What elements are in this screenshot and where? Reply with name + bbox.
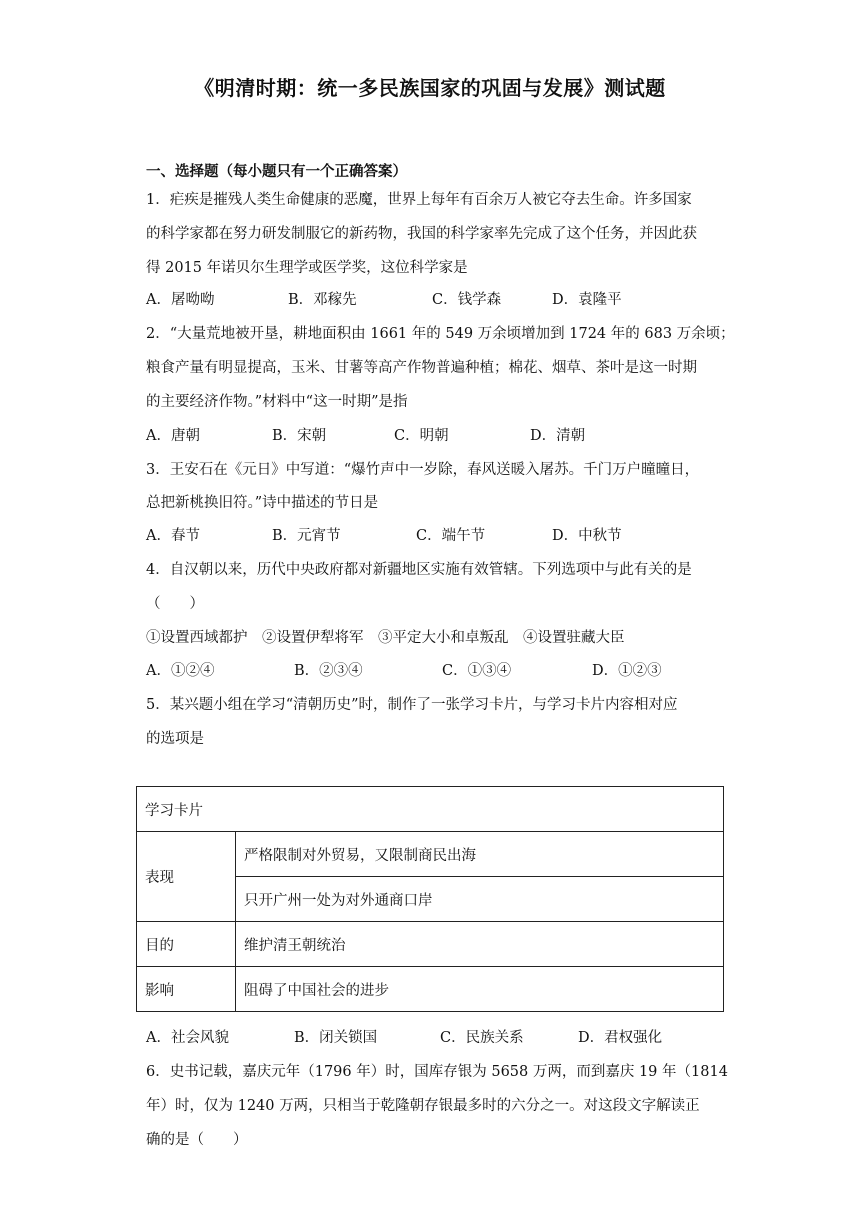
question-2-line-2: 粮食产量有明显提高，玉米、甘薯等高产作物普遍种植；棉花、烟草、茶叶是这一时期 xyxy=(146,360,697,376)
question-2-option-a: A．唐朝 xyxy=(146,428,200,444)
study-card-header: 学习卡片 xyxy=(137,787,724,832)
question-3-option-a: A．春节 xyxy=(146,528,200,544)
study-card-value: 阻碍了中国社会的进步 xyxy=(236,967,724,1012)
study-card-value: 维护清王朝统治 xyxy=(236,922,724,967)
study-card-key-impact: 影响 xyxy=(137,967,236,1012)
question-6-line-2: 年）时，仅为 1240 万两，只相当于乾隆朝存银最多时的六分之一。对这段文字解读正 xyxy=(146,1098,700,1114)
question-2-option-d: D．清朝 xyxy=(530,428,586,444)
question-5-option-d: D．君权强化 xyxy=(578,1030,663,1046)
study-card-value: 严格限制对外贸易，又限制商民出海 xyxy=(236,832,724,877)
question-4-option-b: B．②③④ xyxy=(294,663,363,679)
question-5-option-a: A．社会风貌 xyxy=(146,1030,229,1046)
question-3-line-2: 总把新桃换旧符。”诗中描述的节日是 xyxy=(146,495,379,511)
question-4-option-d: D．①②③ xyxy=(592,663,662,679)
question-2-option-c: C．明朝 xyxy=(394,428,449,444)
question-1-option-a: A．屠呦呦 xyxy=(146,292,215,308)
question-5-option-c: C．民族关系 xyxy=(440,1030,524,1046)
question-5-line-2: 的选项是 xyxy=(146,731,204,747)
question-1-line-1: 1．疟疾是摧残人类生命健康的恶魔，世界上每年有百余万人被它夺去生命。许多国家 xyxy=(146,192,692,208)
question-4-line-1: 4．自汉朝以来，历代中央政府都对新疆地区实施有效管辖。下列选项中与此有关的是 xyxy=(146,562,692,578)
question-5-option-b: B．闭关锁国 xyxy=(294,1030,378,1046)
question-1-line-3: 得 2015 年诺贝尔生理学或医学奖，这位科学家是 xyxy=(146,260,468,276)
question-4-line-2: （ ） xyxy=(146,596,204,612)
question-6-line-1: 6．史书记载，嘉庆元年（1796 年）时，国库存银为 5658 万两，而到嘉庆 19 年（1814 xyxy=(146,1064,728,1080)
question-1-option-c: C．钱学森 xyxy=(432,292,502,308)
study-card-key-performance: 表现 xyxy=(137,832,236,922)
page-title: 《明清时期：统一多民族国家的巩固与发展》测试题 xyxy=(194,76,666,100)
study-card-key-purpose: 目的 xyxy=(137,922,236,967)
question-2-line-3: 的主要经济作物。”材料中“这一时期”是指 xyxy=(146,394,408,410)
question-2-line-1: 2．“大量荒地被开垦，耕地面积由 1661 年的 549 万余顷增加到 1724 年的 683 万余顷； xyxy=(146,326,735,342)
section-heading: 一、选择题（每小题只有一个正确答案） xyxy=(146,163,407,180)
question-5-line-1: 5．某兴题小组在学习“清朝历史”时，制作了一张学习卡片，与学习卡片内容相对应 xyxy=(146,697,678,713)
question-4-option-a: A．①②④ xyxy=(146,663,215,679)
question-1-option-d: D．袁隆平 xyxy=(552,292,622,308)
question-4-option-c: C．①③④ xyxy=(442,663,512,679)
question-3-line-1: 3．王安石在《元日》中写道：“爆竹声中一岁除，春风送暖入屠苏。千门万户曈曈日， xyxy=(146,462,700,478)
question-6-line-3: 确的是（ ） xyxy=(146,1132,248,1148)
study-card-table xyxy=(136,786,724,1012)
question-1-option-b: B．邓稼先 xyxy=(288,292,357,308)
question-3-option-d: D．中秋节 xyxy=(552,528,622,544)
question-1-line-2: 的科学家都在努力研发制服它的新药物，我国的科学家率先完成了这个任务，并因此获 xyxy=(146,226,697,242)
question-3-option-c: C．端午节 xyxy=(416,528,486,544)
question-2-option-b: B．宋朝 xyxy=(272,428,327,444)
question-3-option-b: B．元宵节 xyxy=(272,528,341,544)
study-card-value: 只开广州一处为对外通商口岸 xyxy=(236,877,724,922)
question-4-line-3: ①设置西域都护 ②设置伊犁将军 ③平定大小和卓叛乱 ④设置驻藏大臣 xyxy=(146,630,625,646)
